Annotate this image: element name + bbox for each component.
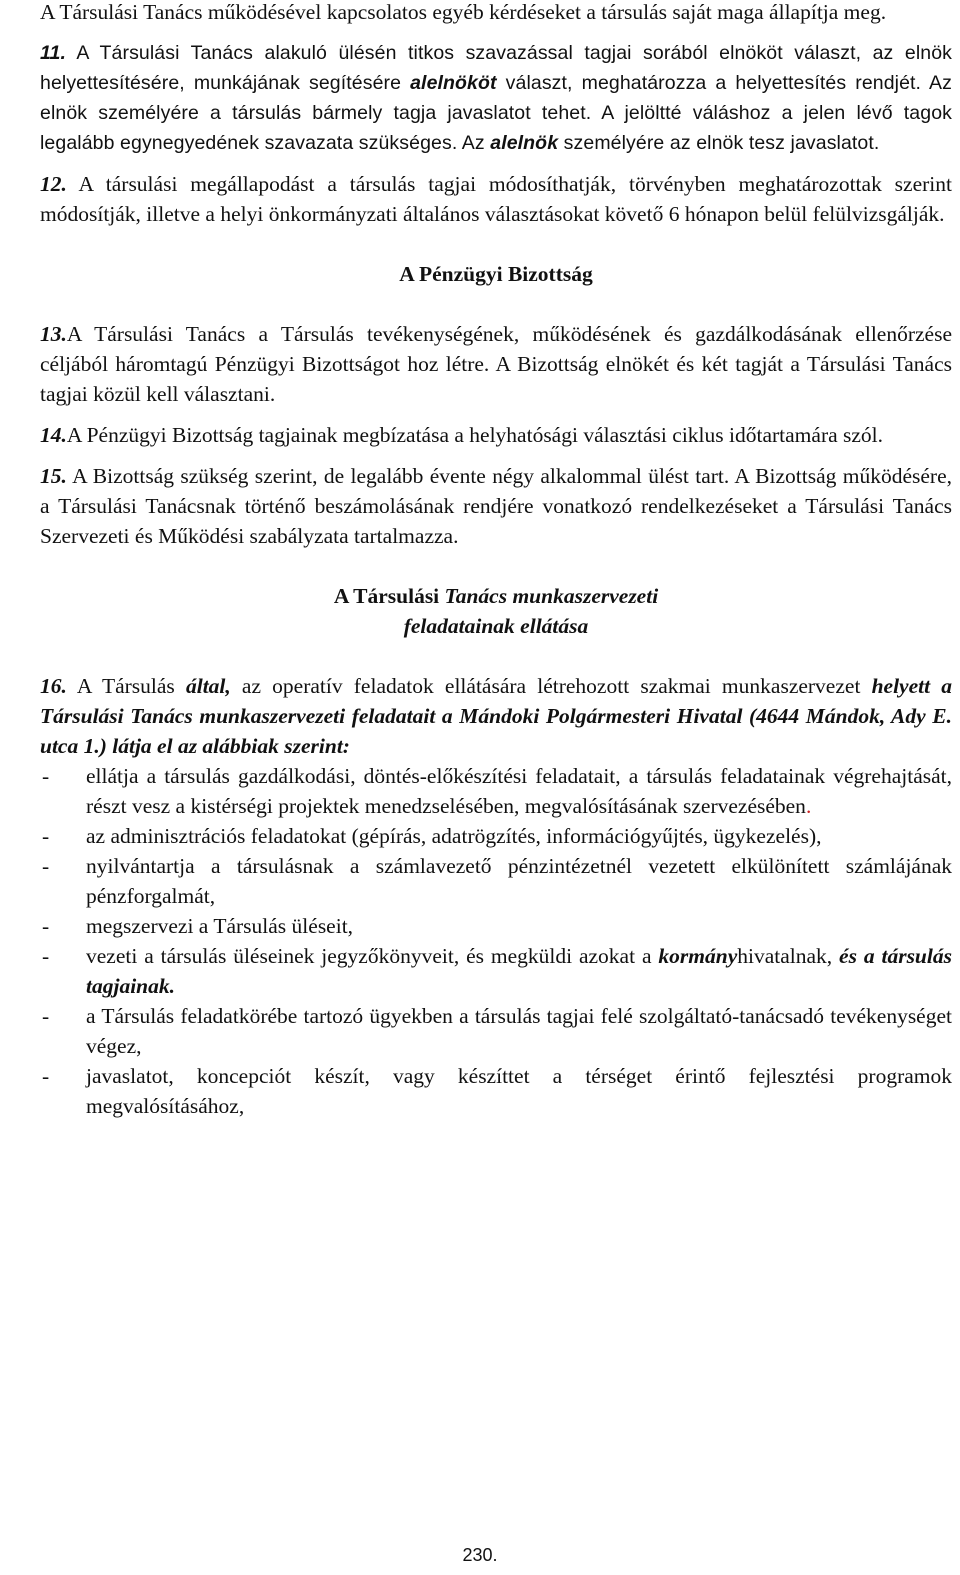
- paragraph-16-bold-2: helyett a Társulási Tanács munkaszervezeti feladatait a Mándoki Polgármesteri Hivatal (4644 Mándok, Ady E. utca 1.) látja el az alábbiak szerint:: [40, 674, 952, 758]
- paragraph-13-text: A Társulási Tanács a Társulás tevékenységének, működésének és gazdálkodásának ellenőrzése céljából háromtagú Pénzügyi Bizottságot hoz létre. A Bizottság elnökét és két tagját a Társulási Tanács tagjai közül kell választani.: [40, 322, 952, 406]
- task-list: [40, 761, 952, 1121]
- paragraph-11-text-3: személyére az elnök tesz javaslatot.: [558, 132, 880, 154]
- list-item-text: megszervezi a Társulás üléseit,: [86, 914, 354, 938]
- list-item-bold: kormány: [658, 944, 738, 968]
- page-number: 230.: [462, 1545, 498, 1565]
- paragraph-16-text-1: A Társulás: [66, 674, 186, 698]
- section-heading-financial-committee: A Pénzügyi Bizottság: [399, 262, 593, 286]
- paragraph-16-text-2: az operatív feladatok ellátására létrehozott szakmai munkaszervezet: [230, 674, 872, 698]
- list-item-text: vezeti a társulás üléseinek jegyzőkönyveit, és megküldi azokat a: [86, 944, 659, 968]
- list-item-text: nyilvántartja a társulásnak a számlavezető pénzintézetnél vezetett elkülönített számlájának pénzforgalmát,: [86, 854, 952, 908]
- list-item: [40, 851, 952, 911]
- list-item: [40, 911, 952, 941]
- paragraph-16-bold-1: által,: [185, 674, 231, 698]
- paragraph-11-bold-2: alelnök: [490, 132, 559, 154]
- list-item: [40, 761, 952, 821]
- heading-2-part-2: Tanács munkaszervezeti: [444, 584, 659, 608]
- list-item: [40, 821, 952, 851]
- paragraph-14-text: A Pénzügyi Bizottság tagjainak megbízatása a helyhatósági választási ciklus időtartamára szól.: [66, 423, 884, 447]
- section-heading-work-organization: [40, 581, 952, 641]
- paragraph-15-number: 15.: [40, 464, 67, 488]
- list-item-text: ellátja a társulás gazdálkodási, döntés-előkészítési feladatait, a társulás feladatainak végrehajtását, részt vesz a kistérségi projektek menedzselésében, megvalósításának szervezésében: [86, 764, 952, 818]
- paragraph-12-text: A társulási megállapodást a társulás tagjai módosíthatják, törvényben meghatározottak szerint módosítják, illetve a helyi önkormányzati általános választásokat követő 6 hónapon belül felülvizsgálják.: [40, 172, 952, 226]
- intro-paragraph: [40, 0, 952, 27]
- list-item-text: hivatalnak,: [737, 944, 840, 968]
- document-page: [40, 0, 952, 1121]
- list-item: [40, 1061, 952, 1121]
- paragraph-13-number: 13.: [40, 322, 67, 346]
- paragraph-14: [40, 420, 952, 450]
- list-item-text: az adminisztrációs feladatokat (gépírás, adatrögzítés, információgyűjtés, ügykezelés),: [86, 824, 822, 848]
- intro-text: A Társulási Tanács működésével kapcsolatos egyéb kérdéseket a társulás saját maga állapítja meg.: [40, 0, 887, 24]
- heading-2-part-1: A Társulási: [333, 584, 445, 608]
- paragraph-16: [40, 671, 952, 761]
- paragraph-15-text: A Bizottság szükség szerint, de legalább évente négy alkalommal ülést tart. A Bizottság működésére, a Társulási Tanácsnak történő beszámolásának rendjére vonatkozó rendelkezéseket a Társulási Tanács Szervezeti és Működési szabályzata tartalmazza.: [40, 464, 952, 548]
- paragraph-11-number: 11.: [40, 42, 66, 64]
- list-item-bold: és a társulás tagjainak.: [86, 944, 952, 998]
- paragraph-11-bold-1: alelnököt: [410, 72, 497, 94]
- list-item: [40, 941, 952, 1001]
- list-item-red-dot: .: [805, 794, 812, 818]
- list-item-text: a Társulás feladatkörébe tartozó ügyekben a társulás tagjai felé szolgáltató-tanácsadó tevékenységet végez,: [86, 1004, 952, 1058]
- paragraph-11-text-1: A Társulási Tanács alakuló ülésén titkos szavazással tagjai sorából elnököt választ, az elnök helyettesítésére, munkájának segítésére: [40, 42, 952, 94]
- paragraph-14-number: 14.: [40, 423, 67, 447]
- paragraph-11: [40, 38, 952, 158]
- list-item: [40, 1001, 952, 1061]
- paragraph-15: [40, 461, 952, 551]
- list-item-text: javaslatot, koncepciót készít, vagy készíttet a térséget érintő fejlesztési programok megvalósításához,: [86, 1064, 952, 1118]
- paragraph-16-number: 16.: [40, 674, 67, 698]
- paragraph-13: [40, 319, 952, 409]
- heading-2-line-2: feladatainak ellátása: [403, 614, 589, 638]
- paragraph-12-number: 12.: [40, 172, 67, 196]
- paragraph-11-text-2: választ, meghatározza a helyettesítés rendjét. Az elnök személyére a társulás bármely tagja javaslatot tehet. A jelöltté váláshoz a jelen lévő tagok legalább egynegyedének szavazata szükséges. Az: [40, 72, 952, 154]
- paragraph-12: [40, 169, 952, 229]
